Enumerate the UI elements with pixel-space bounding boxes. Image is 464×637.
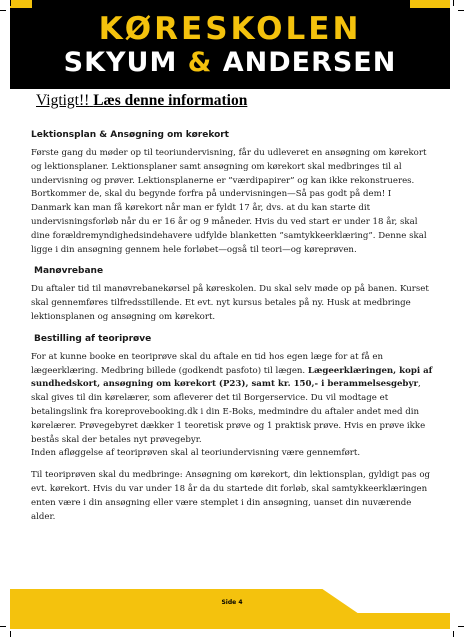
crop-mark: [458, 10, 464, 11]
header-accent-left: [10, 0, 32, 8]
section-heading-lektionsplan: Lektionsplan & Ansøgning om kørekort: [31, 130, 229, 140]
crop-mark: [453, 631, 454, 637]
crop-mark: [458, 626, 464, 627]
page-number: Side 4: [221, 599, 243, 606]
crop-mark: [10, 0, 11, 6]
logo-line-1: KØRESKOLEN: [98, 11, 362, 47]
logo-word-andersen: ANDERSEN: [222, 47, 397, 78]
title-main: Læs denne information: [93, 92, 248, 109]
header-accent-right: [410, 0, 450, 8]
teoriproeve-text-c: Inden afløggelse af teoriprøven skal al teoriundervisning være gennemført.: [31, 448, 361, 459]
crop-mark: [0, 10, 6, 11]
teoriproeve-text-bold: Lægeerklæringen, kopi af sundhedskort, ansøgning om kørekort (P23), samt kr. 150,- i berammelsesgebyr: [31, 365, 433, 390]
footer-yellow-band: [10, 589, 450, 629]
logo-ampersand: &: [187, 47, 213, 78]
logo-word-skyum: SKYUM: [63, 47, 178, 78]
section-heading-teoriproeve: Bestilling af teoriprøve: [34, 333, 152, 344]
title-prefix: Vigtigt!!: [36, 92, 90, 109]
document-body: [31, 129, 434, 532]
logo-line-2: [10, 47, 450, 79]
section-text-manoevrebane: Du aftaler tid til manøvrebanekørsel på køreskolen. Du skal selv møde op på banen. Kurset skal gennemføres tilfredsstillende. Et evt. nyt kursus betales på ny. Husk at medbringe lektionsplanen og ansøgning om kørekort.: [31, 284, 429, 322]
header-banner: [10, 0, 450, 89]
footer-band: [0, 584, 464, 637]
crop-mark: [0, 626, 6, 627]
crop-mark: [453, 0, 454, 6]
page-title: [36, 92, 247, 110]
crop-mark: [10, 631, 11, 637]
section-text-medbring: Til teoriprøven skal du medbringe: Ansøgning om kørekort, din lektionsplan, gyldigt pas og evt. kørekort. Hvis du var under 18 år da du startede dit forløb, skal samtykkeerklæringen enten være i din ansøgning eller være stemplet i din ansøgning, uanset din nuværende alder.: [31, 470, 430, 522]
teoriproeve-text-a: For at kunne booke en teoriprøve skal du aftale en tid hos egen læge for at få en lægeerklæring. Medbring billede (godkendt pasfoto) til lægen.: [31, 351, 384, 376]
section-text-lektionsplan: Første gang du møder op til teoriundervisning, får du udleveret en ansøgning om kørekort og lektionsplaner. Lektionsplaner samt ansøgning om kørekort skal medbringes til al undervisning og prøver. Lektionsplanerne er ”værdipapirer” og kan ikke rekonstrueres. Bortkommer de, skal du begynde forfra på undervisningen—Så pas godt på dem! I Danmark kan man få kørekort når man er fyldt 17 år, dvs. at du kan starte dit undervisningsforløb når du er 16 år og 9 måneder. Hvis du ved start er under 18 år, skal dine forældremyndighedsindehavere udfylde blanketten ”samtykkeerklæring”. Denne skal ligge i din ansøgning gennem hele forløbet—også til teori—og køreprøven.: [31, 148, 427, 255]
section-text-teoriproeve: [31, 351, 434, 461]
section-heading-manoevrebane: Manøvrebane: [34, 266, 104, 277]
teoriproeve-text-b: , skal gives til din kørelærer, som afleverer det til Borgerservice. Du vil modtage et betalingslink fra koreprovebooking.dk i din E-Boks, medmindre du aftaler andet med din kørelærer. Prøvegebyret dækker 1 teoretisk prøve og 1 praktisk prøve. Hvis en prøve ikke bestås skal der betales nyt prøvegebyr.: [31, 379, 426, 445]
